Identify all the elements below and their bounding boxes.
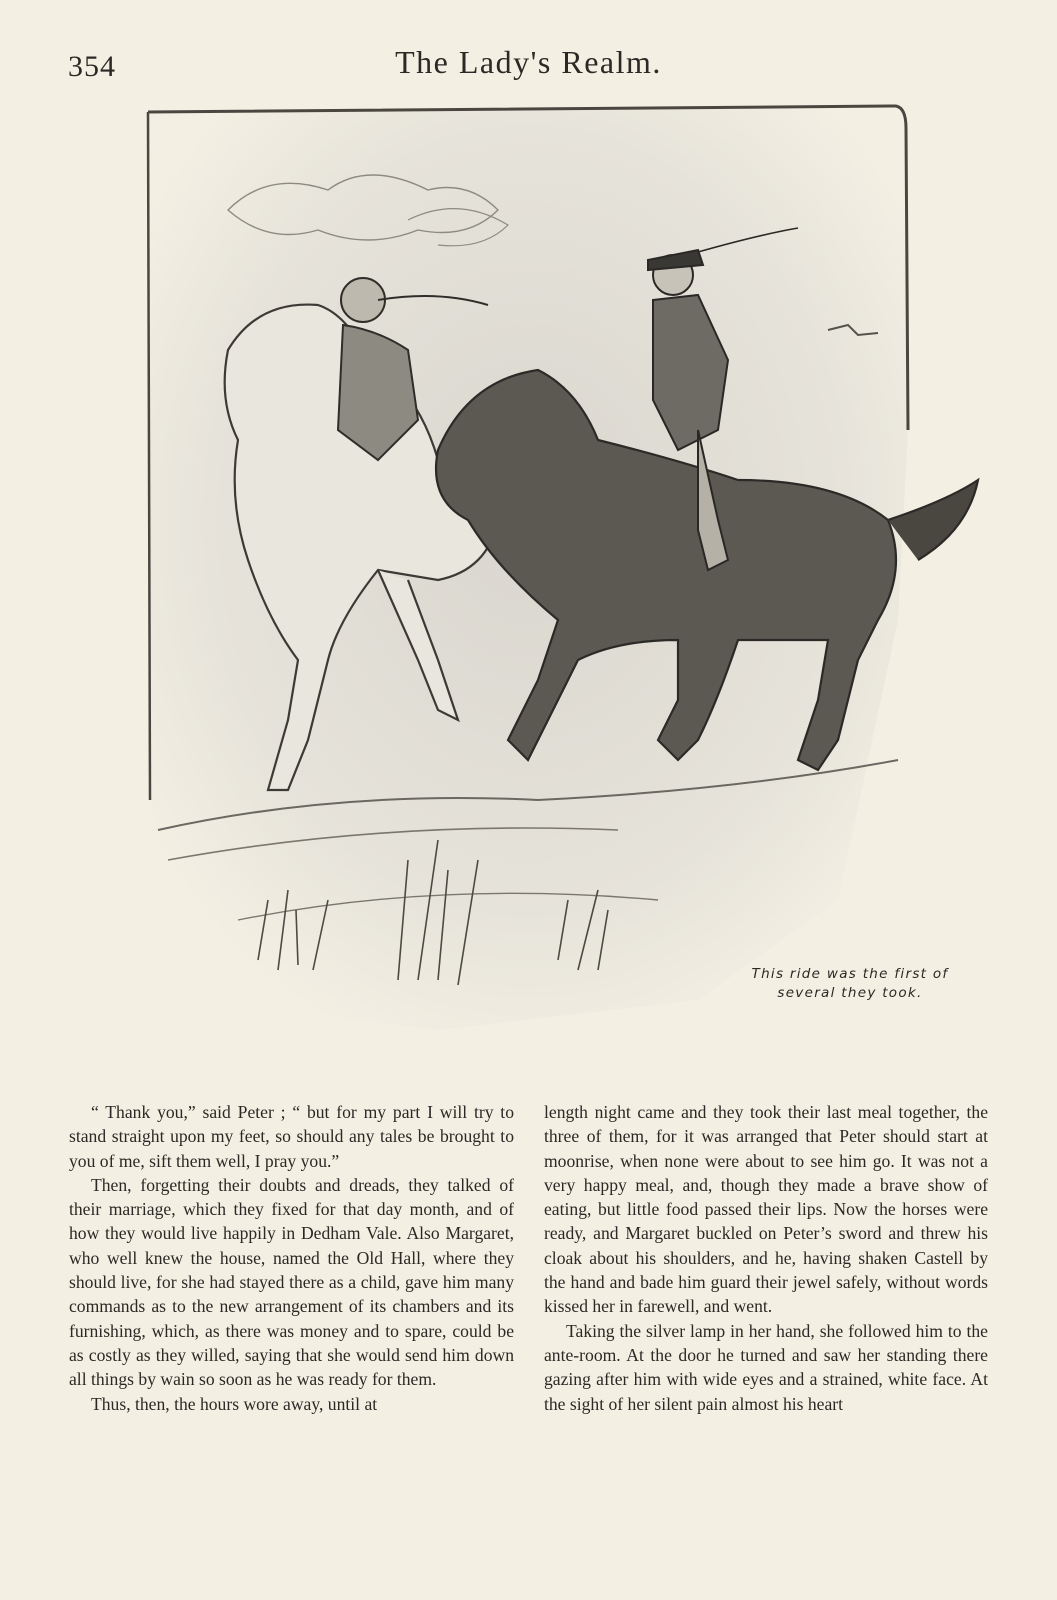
illustration-riders [138, 100, 998, 1040]
text-column-right [544, 1100, 988, 1416]
paragraph: “ Thank you,” said Peter ; “ but for my part I will try to stand straight upon my feet, so should any tales be brought to you of me, sift them well, I pray you.” [69, 1102, 514, 1171]
illustration-caption [740, 965, 960, 1003]
paragraph: Taking the silver lamp in her hand, she followed him to the ante-room. At the door he turned and saw her standing there gazing after him with wide eyes and a strained, white face. At the sight of her silent pain almost his heart [544, 1320, 988, 1414]
text-column-left [69, 1100, 514, 1416]
paragraph: Then, forgetting their doubts and dreads, they talked of their marriage, which they fixed for that day month, and of how they would live happily in Dedham Vale. Also Margaret, who well knew the house, named the Old Hall, where they should live, for she had stayed there as a child, gave him many commands as to the new arrangement of its chambers and its furnishing, which, as there was money and to spare, could be as costly as they willed, saying that she would send him down all things by wain so soon as he was ready for them. [69, 1174, 514, 1390]
caption-line-2: several they took. [777, 985, 923, 1001]
sketch-horses-riders [138, 100, 998, 1040]
running-title: The Lady's Realm. [395, 44, 662, 80]
page-number: 354 [68, 50, 116, 83]
caption-line-1: This ride was the first of [751, 966, 949, 982]
paragraph: length night came and they took their last meal together, the three of them, for it was arranged that Peter should start at moonrise, when none were about to see him go. It was not a very happy meal, and, though they made a brave show of eating, but little food passed their lips. Now the horses were ready, and Margaret buckled on Peter’s sword and threw his cloak about his shoulders, and he, having shaken Castell by the hand and bade him guard their jewel safely, without words kissed her in farewell, and went. [544, 1102, 988, 1317]
paragraph: Thus, then, the hours wore away, until at [91, 1393, 378, 1414]
